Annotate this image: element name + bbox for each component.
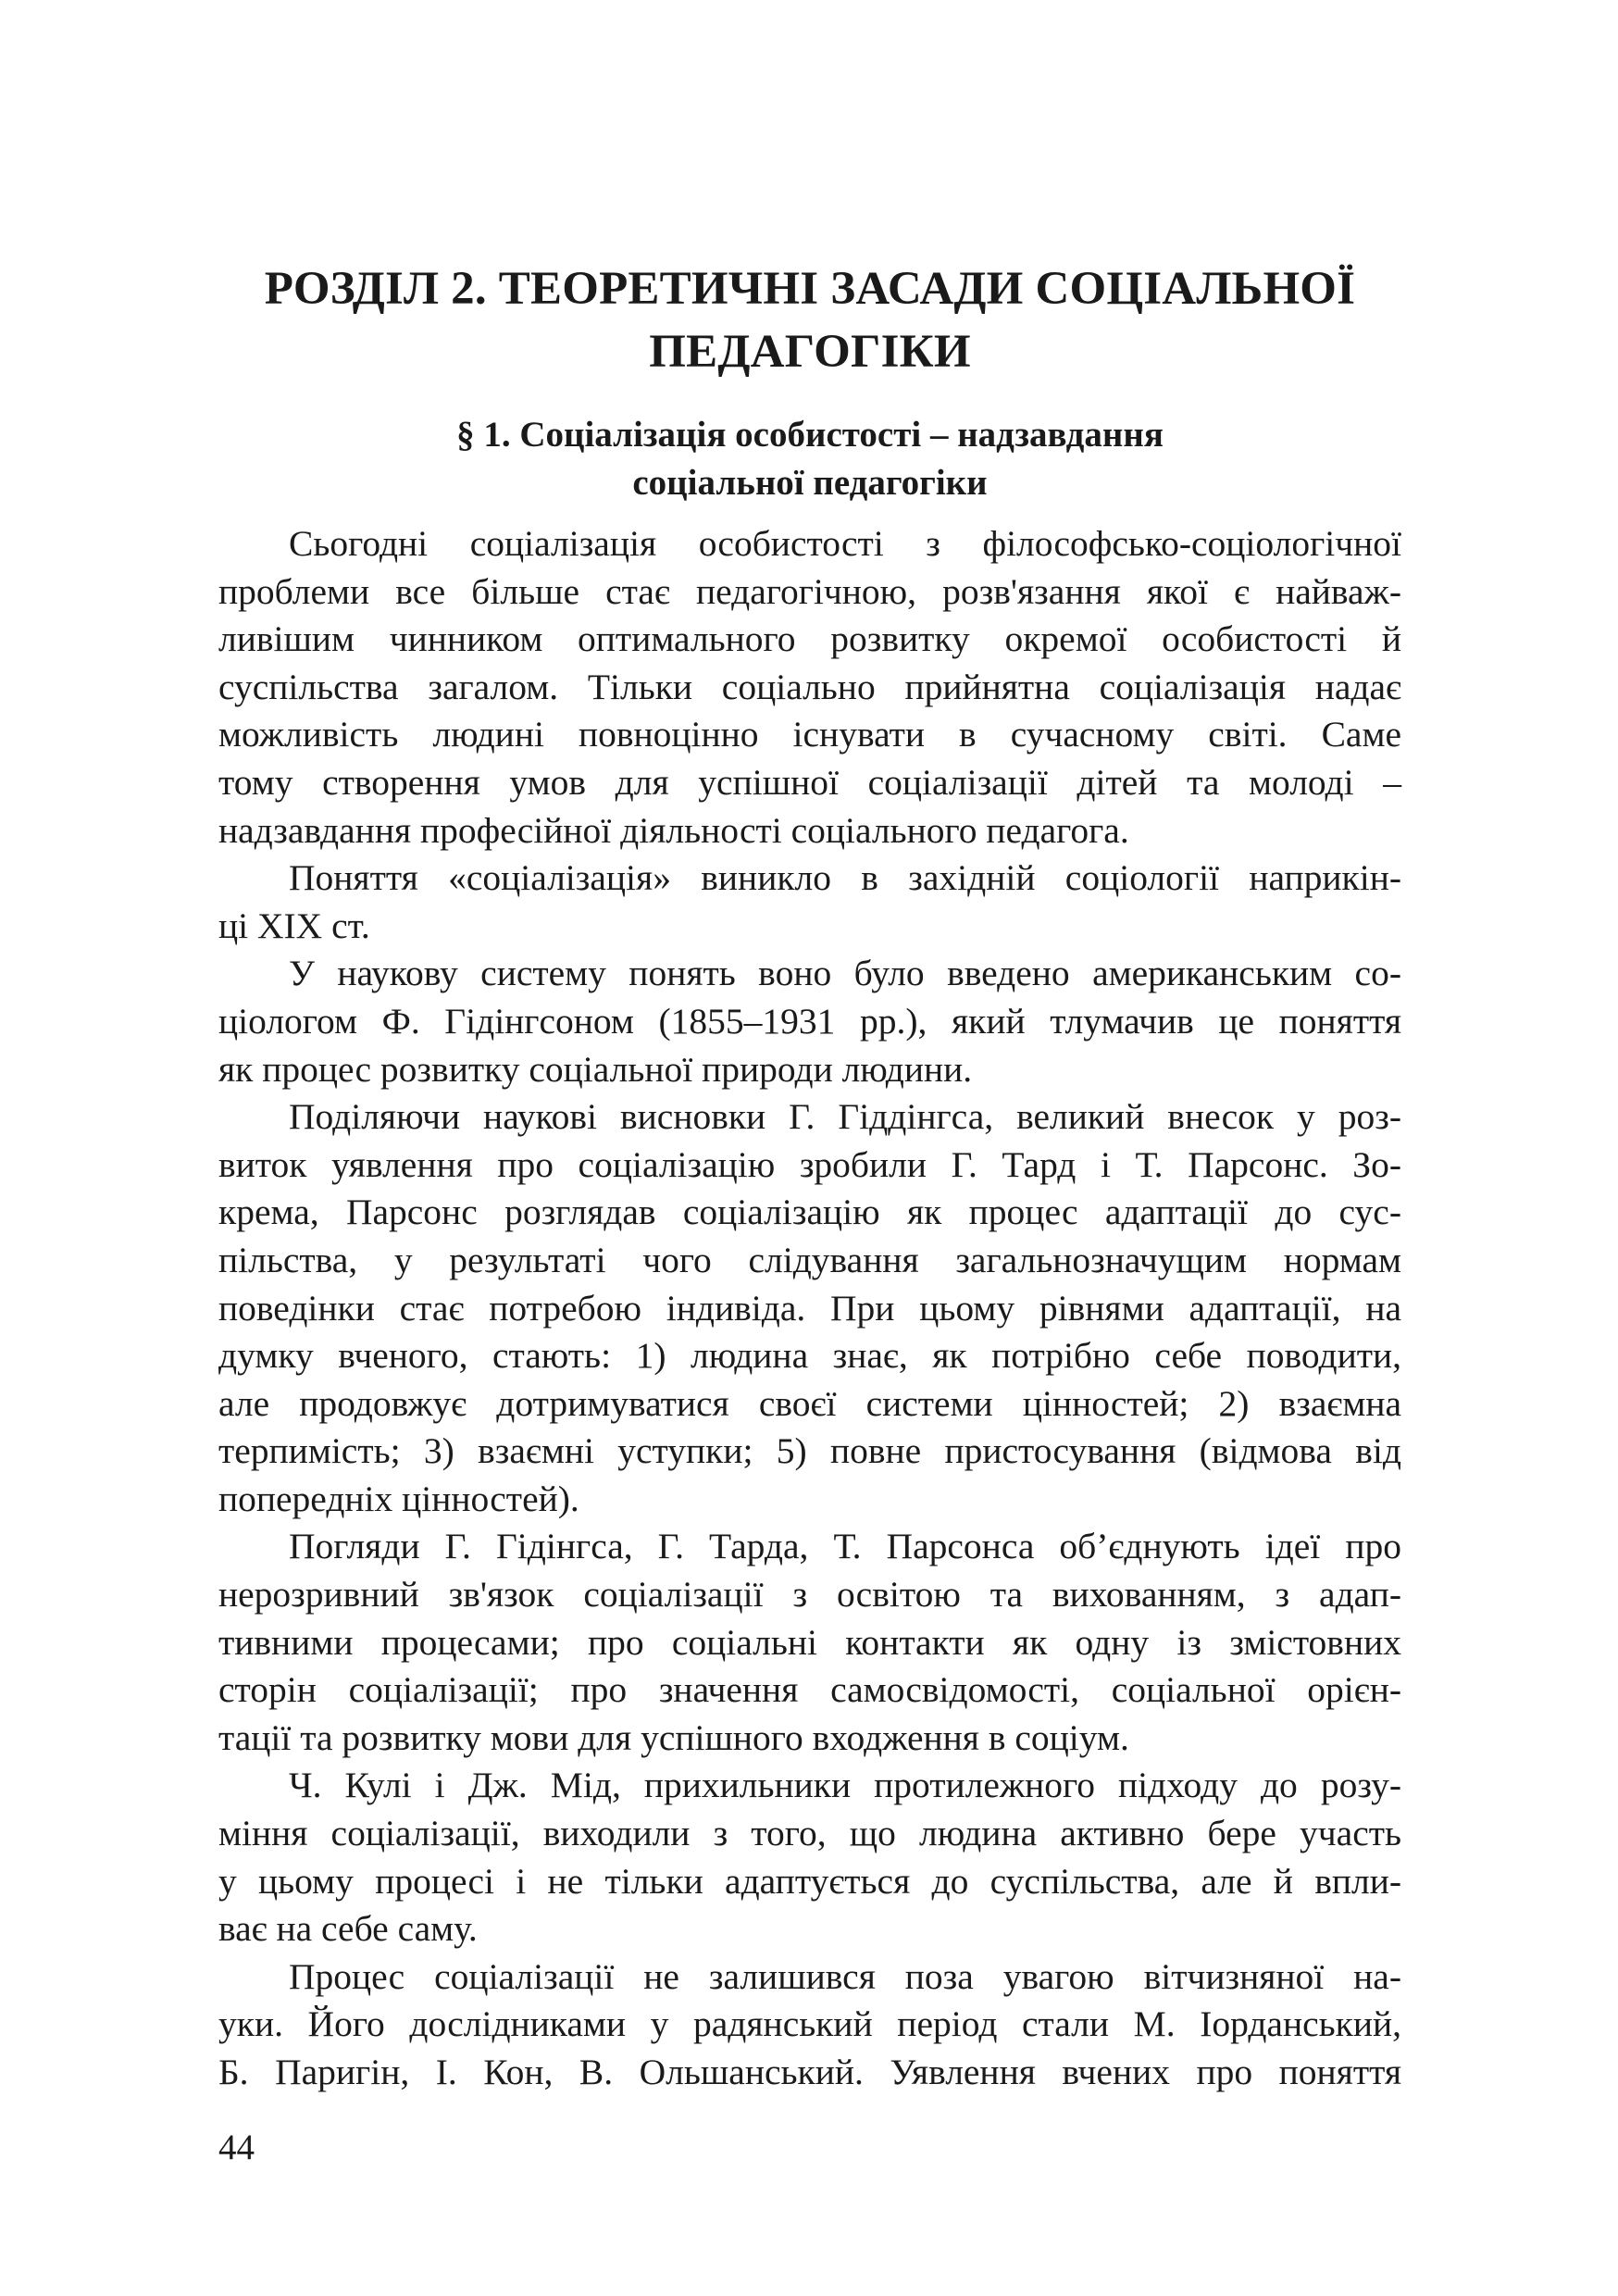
paragraph-line: поведінки стає потребою індивіда. При цьому рівнями адаптації, на xyxy=(218,1287,1401,1329)
paragraph-line: У наукову систему понять воно було введено американським со- xyxy=(289,953,1401,994)
paragraph-line: думку вченого, стають: 1) людина знає, як потрібно себе поводити, xyxy=(218,1335,1401,1377)
paragraph-line: Сьогодні соціалізація особистості з філософсько-соціологічної xyxy=(289,523,1401,564)
paragraph-line: нерозривний зв'язок соціалізації з освітою та вихованням, з адап- xyxy=(218,1574,1401,1616)
paragraph-line: уки. Його дослідниками у радянський період стали М. Іорданський, xyxy=(218,2003,1401,2045)
paragraph-line: пільства, у результаті чого слідування загальнозначущим нормам xyxy=(218,1239,1401,1280)
book-page xyxy=(218,0,1401,2296)
chapter-title-line: ПЕДАГОГІКИ xyxy=(649,326,971,378)
chapter-title-line: РОЗДІЛ 2. ТЕОРЕТИЧНІ ЗАСАДИ СОЦІАЛЬНОЇ xyxy=(264,263,1356,315)
paragraph-line: ціологом Ф. Гідінгсоном (1855–1931 рр.), який тлумачив це поняття xyxy=(218,1000,1401,1042)
paragraph-line: крема, Парсонс розглядав соціалізацію як процес адаптації до сус- xyxy=(218,1192,1401,1233)
paragraph-line: Процес соціалізації не залишився поза увагою вітчизняної на- xyxy=(289,1955,1401,1997)
paragraph-line: виток уявлення про соціалізацію зробили Г. Тард і Т. Парсонс. Зо- xyxy=(218,1143,1401,1185)
paragraph-line: Б. Паригін, І. Кон, В. Ольшанський. Уявлення вчених про поняття xyxy=(218,2052,1401,2092)
paragraph-line: тому створення умов для успішної соціалізації дітей та молоді – xyxy=(218,761,1401,803)
paragraph xyxy=(218,1762,1401,1953)
paragraph-line: тації та розвитку мови для успішного входження в соціум. xyxy=(218,1716,1129,1758)
paragraph xyxy=(218,855,1401,950)
paragraph-line: Поділяючи наукові висновки Г. Гіддінгса, великий внесок у роз- xyxy=(289,1096,1401,1138)
paragraph-line: проблеми все більше стає педагогічною, розв'язання якої є найваж- xyxy=(218,570,1401,612)
section-title xyxy=(218,411,1401,507)
paragraph-line: можливість людині повноцінно існувати в сучасному світі. Саме xyxy=(218,714,1401,755)
chapter-title xyxy=(218,257,1401,383)
paragraph-line: Поняття «соціалізація» виникло в західній соціології наприкін- xyxy=(289,857,1401,899)
paragraph-line: ливішим чинником оптимального розвитку окремої особистості й xyxy=(218,618,1401,660)
body-text xyxy=(218,520,1401,2097)
paragraph-line: ці XIX ст. xyxy=(218,905,370,946)
paragraph-line: надзавдання професійної діяльності соціального педагога. xyxy=(218,809,1129,851)
paragraph-line: у цьому процесі і не тільки адаптується до суспільства, але й впли- xyxy=(218,1860,1401,1902)
paragraph xyxy=(218,1953,1401,2097)
paragraph-line: тивними процесами; про соціальні контакти як одну із змістовних xyxy=(218,1621,1401,1663)
paragraph-line: як процес розвитку соціальної природи людини. xyxy=(218,1048,973,1090)
paragraph-line: але продовжує дотримуватися своєї системи цінностей; 2) взаємна xyxy=(218,1382,1401,1424)
paragraph-line: терпимість; 3) взаємні уступки; 5) повне пристосування (відмова від xyxy=(218,1430,1401,1472)
paragraph xyxy=(218,1523,1401,1762)
paragraph-line: міння соціалізації, виходили з того, що людина активно бере участь xyxy=(218,1813,1401,1854)
section-title-line: § 1. Соціалізація особистості – надзавдання xyxy=(456,415,1164,455)
paragraph xyxy=(218,950,1401,1093)
paragraph xyxy=(218,520,1401,855)
paragraph-line: Погляди Г. Гідінгса, Г. Тарда, Т. Парсонса об’єднують ідеї про xyxy=(289,1526,1401,1567)
paragraph-line: Ч. Кулі і Дж. Мід, прихильники протилежного підходу до розу- xyxy=(289,1765,1401,1806)
paragraph-line: попередніх цінностей). xyxy=(218,1478,579,1519)
page-number: 44 xyxy=(218,2128,255,2167)
paragraph xyxy=(218,1093,1401,1523)
paragraph-line: сторін соціалізації; про значення самосвідомості, соціальної орієн- xyxy=(218,1669,1401,1711)
section-title-line: соціальної педагогіки xyxy=(632,463,988,503)
paragraph-line: суспільства загалом. Тільки соціально прийнятна соціалізація надає xyxy=(218,666,1401,707)
paragraph-line: ває на себе саму. xyxy=(218,1908,478,1950)
